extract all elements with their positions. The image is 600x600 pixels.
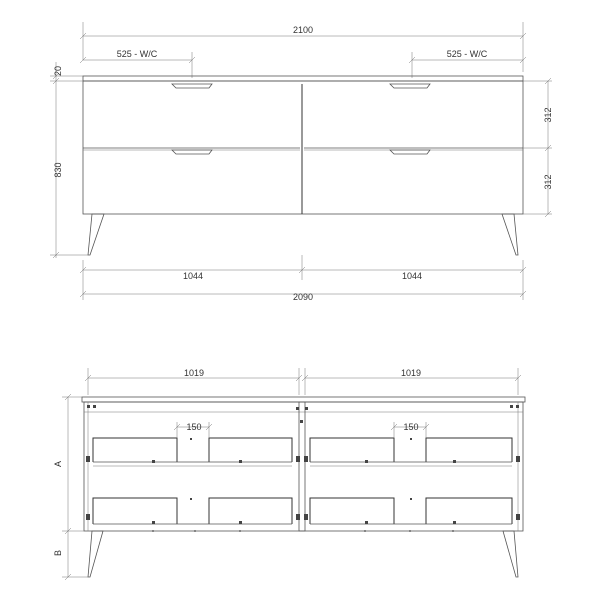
dim-right-vertical bbox=[523, 78, 553, 217]
section-top bbox=[82, 397, 525, 402]
dim-label-1044-right: 1044 bbox=[401, 271, 423, 281]
dim-label-312-upper: 312 bbox=[543, 107, 553, 123]
dim-gap-left bbox=[174, 422, 212, 438]
drawer-handle-bottom-left bbox=[172, 150, 212, 154]
dim-inner-widths bbox=[85, 368, 521, 395]
dim-label-1044-left: 1044 bbox=[182, 271, 204, 281]
upper-drawers-right bbox=[310, 438, 512, 466]
dim-label-a: A bbox=[53, 460, 63, 468]
front-elevation bbox=[50, 22, 553, 302]
dim-label-2100: 2100 bbox=[292, 25, 314, 35]
dim-label-b: B bbox=[53, 549, 63, 557]
dim-overall-width-top bbox=[80, 22, 526, 72]
cabinet-carcass bbox=[83, 81, 523, 214]
dim-label-830: 830 bbox=[53, 162, 63, 178]
dim-label-1019-left: 1019 bbox=[183, 368, 205, 378]
upper-drawers-left bbox=[93, 438, 292, 466]
dim-label-150-left: 150 bbox=[186, 422, 202, 432]
section-carcass bbox=[84, 402, 523, 531]
dim-wc-right bbox=[409, 49, 526, 78]
lower-drawers-left bbox=[93, 498, 292, 524]
drawer-handle-top-right bbox=[390, 84, 430, 88]
dim-gap-right bbox=[391, 422, 429, 438]
cabinet-top bbox=[83, 76, 523, 81]
drawer-handle-bottom-right bbox=[390, 150, 430, 154]
dim-label-20: 20 bbox=[53, 65, 63, 77]
dim-wc-left bbox=[80, 49, 195, 78]
dim-label-2090: 2090 bbox=[292, 292, 314, 302]
dim-label-1019-right: 1019 bbox=[400, 368, 422, 378]
drawer-handle-top-left bbox=[172, 84, 212, 88]
dim-label-wc-right: 525 - W/C bbox=[446, 49, 488, 59]
dim-label-312-lower: 312 bbox=[543, 174, 553, 190]
section-view bbox=[53, 368, 525, 580]
dim-label-150-right: 150 bbox=[403, 422, 419, 432]
leg-right bbox=[502, 214, 518, 255]
dim-label-wc-left: 525 - W/C bbox=[116, 49, 158, 59]
section-leg-left bbox=[88, 531, 103, 577]
dim-a-b bbox=[53, 394, 88, 580]
section-leg-right bbox=[503, 531, 518, 577]
dim-left-vertical bbox=[50, 62, 90, 258]
lower-drawers-right bbox=[310, 498, 512, 524]
dim-overall-width-bottom bbox=[80, 291, 526, 302]
leg-left bbox=[88, 214, 104, 255]
